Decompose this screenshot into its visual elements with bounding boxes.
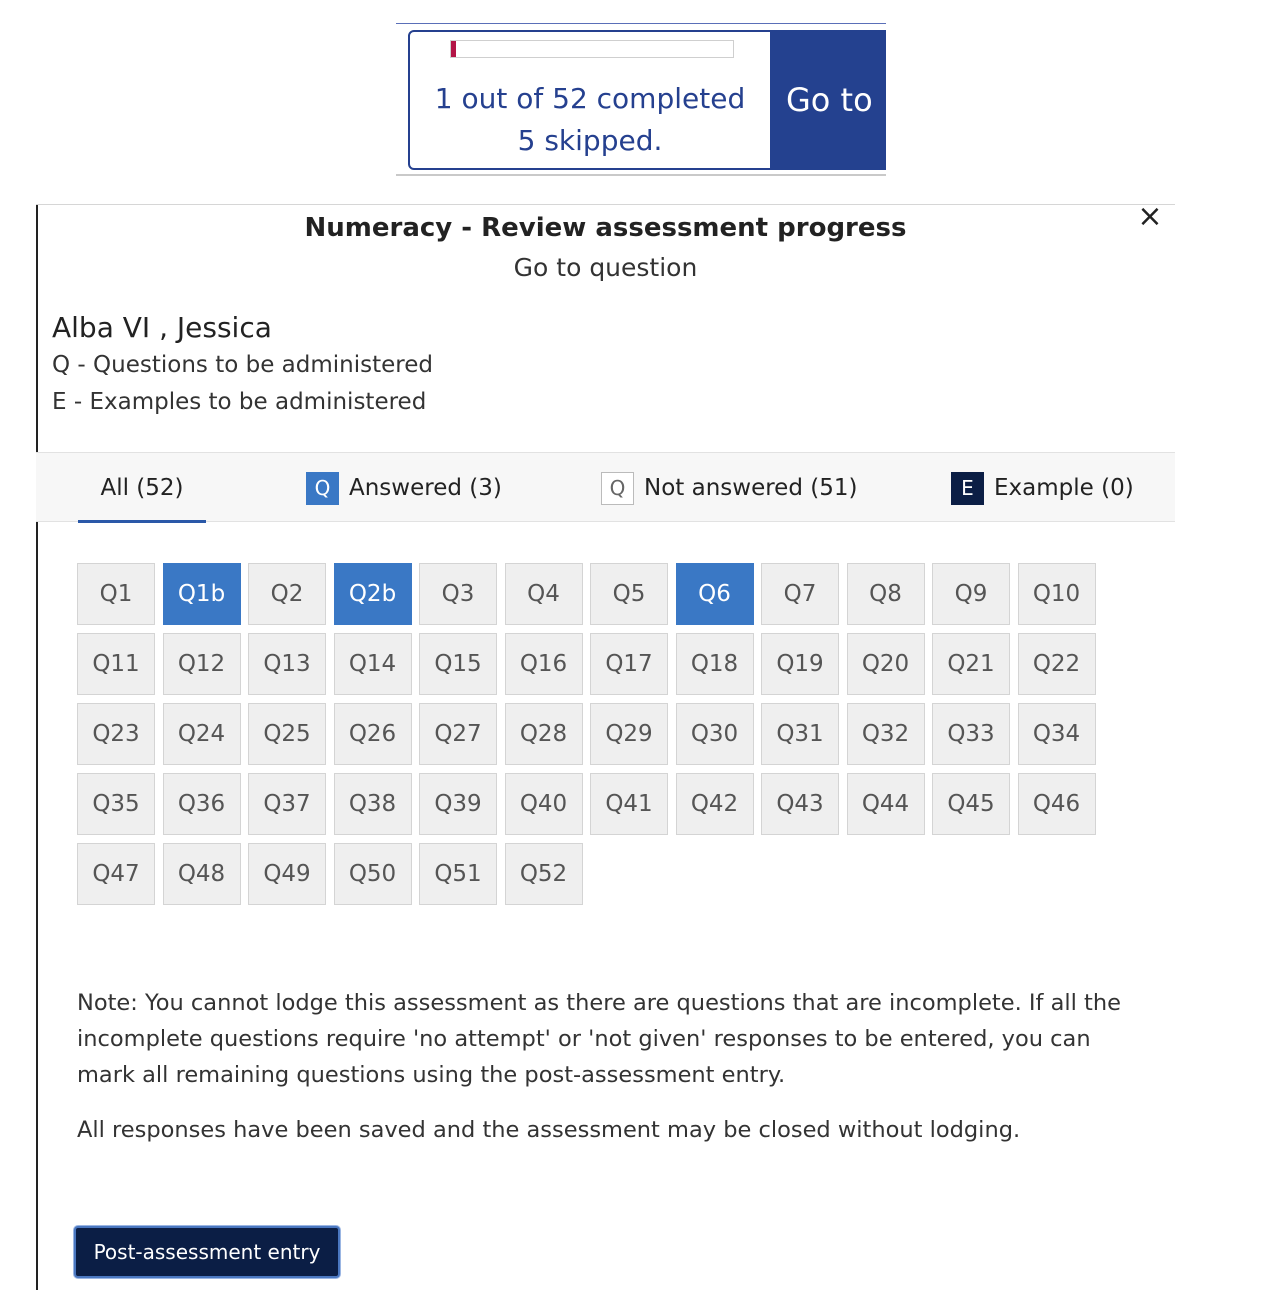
question-button[interactable]: Q48 [163, 843, 241, 905]
question-button[interactable]: Q2 [248, 563, 326, 625]
question-button[interactable]: Q1b [163, 563, 241, 625]
tab-answered-label: Answered (3) [349, 475, 502, 501]
question-button[interactable]: Q30 [676, 703, 754, 765]
question-button[interactable]: Q37 [248, 773, 326, 835]
question-button[interactable]: Q4 [505, 563, 583, 625]
question-button[interactable]: Q42 [676, 773, 754, 835]
go-to-button[interactable]: Go to [770, 30, 886, 170]
question-button[interactable]: Q35 [77, 773, 155, 835]
question-button[interactable]: Q29 [590, 703, 668, 765]
question-button[interactable]: Q33 [932, 703, 1010, 765]
question-button[interactable]: Q52 [505, 843, 583, 905]
progress-bar [450, 40, 734, 58]
question-button[interactable]: Q10 [1018, 563, 1096, 625]
question-button[interactable]: Q15 [419, 633, 497, 695]
dialog-left-border [36, 205, 38, 1290]
completed-count: 1 out of 52 completed [434, 82, 746, 115]
question-button[interactable]: Q44 [847, 773, 925, 835]
question-button[interactable]: Q1 [77, 563, 155, 625]
question-button[interactable]: Q3 [419, 563, 497, 625]
question-button[interactable]: Q28 [505, 703, 583, 765]
dialog-title: Numeracy - Review assessment progress [304, 213, 907, 243]
not-answered-badge-icon: Q [601, 472, 634, 505]
question-button[interactable]: Q19 [761, 633, 839, 695]
example-badge-icon: E [951, 472, 984, 505]
tab-all-label: All (52) [100, 475, 184, 501]
question-button[interactable]: Q24 [163, 703, 241, 765]
progress-card [408, 30, 772, 170]
question-button[interactable]: Q43 [761, 773, 839, 835]
question-button[interactable]: Q6 [676, 563, 754, 625]
question-button[interactable]: Q12 [163, 633, 241, 695]
question-button[interactable]: Q36 [163, 773, 241, 835]
question-button[interactable]: Q22 [1018, 633, 1096, 695]
post-assessment-entry-button[interactable]: Post-assessment entry [74, 1226, 340, 1278]
question-button[interactable]: Q45 [932, 773, 1010, 835]
question-button[interactable]: Q41 [590, 773, 668, 835]
question-button[interactable]: Q5 [590, 563, 668, 625]
question-button[interactable]: Q47 [77, 843, 155, 905]
tab-not-answered[interactable] [601, 453, 857, 523]
question-button[interactable]: Q38 [334, 773, 412, 835]
question-button[interactable]: Q2b [334, 563, 412, 625]
tab-example-label: Example (0) [994, 475, 1134, 501]
answered-badge-icon: Q [306, 472, 339, 505]
question-grid [77, 563, 1102, 905]
question-button[interactable]: Q7 [761, 563, 839, 625]
legend-questions: Q - Questions to be administered [52, 352, 433, 378]
question-button[interactable]: Q18 [676, 633, 754, 695]
question-button[interactable]: Q14 [334, 633, 412, 695]
dialog-subtitle: Go to question [513, 253, 698, 282]
filter-tabs [36, 452, 1175, 522]
question-button[interactable]: Q26 [334, 703, 412, 765]
saved-note: All responses have been saved and the assessment may be closed without lodging. [77, 1117, 1021, 1143]
question-button[interactable]: Q49 [248, 843, 326, 905]
question-button[interactable]: Q51 [419, 843, 497, 905]
question-button[interactable]: Q39 [419, 773, 497, 835]
skipped-count: 5 skipped. [517, 124, 663, 157]
question-button[interactable]: Q8 [847, 563, 925, 625]
question-button[interactable]: Q23 [77, 703, 155, 765]
student-name: Alba VI , Jessica [52, 311, 272, 344]
incomplete-note: Note: You cannot lodge this assessment as there are questions that are incomplete. If all the incomplete questions require 'no attempt' or 'not given' responses to be entered, you can mark all remaining questions using the post-assessment entry. [77, 990, 1121, 1088]
question-button[interactable]: Q21 [932, 633, 1010, 695]
question-button[interactable]: Q20 [847, 633, 925, 695]
question-button[interactable]: Q17 [590, 633, 668, 695]
question-button[interactable]: Q46 [1018, 773, 1096, 835]
question-button[interactable]: Q13 [248, 633, 326, 695]
close-icon[interactable]: × [1137, 199, 1163, 234]
question-button[interactable]: Q32 [847, 703, 925, 765]
tab-all[interactable] [78, 453, 206, 523]
question-button[interactable]: Q11 [77, 633, 155, 695]
progress-bar-fill [451, 41, 456, 57]
question-button[interactable]: Q31 [761, 703, 839, 765]
tab-example[interactable] [951, 453, 1134, 523]
dialog-top-border [36, 204, 1175, 205]
active-tab-indicator [78, 520, 206, 523]
question-button[interactable]: Q25 [248, 703, 326, 765]
progress-summary [410, 78, 770, 162]
question-button[interactable]: Q9 [932, 563, 1010, 625]
tab-not-answered-label: Not answered (51) [644, 475, 858, 501]
question-button[interactable]: Q27 [419, 703, 497, 765]
question-button[interactable]: Q40 [505, 773, 583, 835]
question-button[interactable]: Q16 [505, 633, 583, 695]
tab-answered[interactable] [306, 453, 502, 523]
question-button[interactable]: Q50 [334, 843, 412, 905]
question-button[interactable]: Q34 [1018, 703, 1096, 765]
legend-examples: E - Examples to be administered [52, 389, 427, 415]
